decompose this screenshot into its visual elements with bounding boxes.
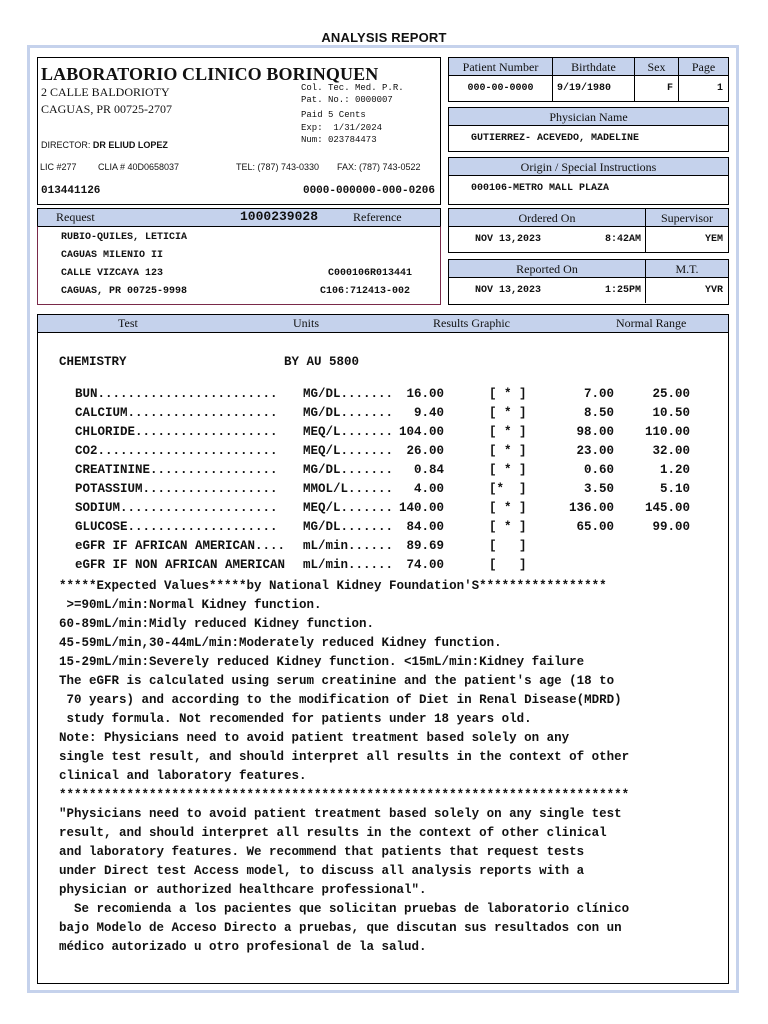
lab-col-tec: Col. Tec. Med. P.R. <box>301 83 404 93</box>
test-row <box>38 520 730 539</box>
note-line: "Physicians need to avoid patient treatment based solely on any single test <box>59 807 622 821</box>
sex: F <box>666 83 673 94</box>
range-high: 10.50 <box>652 406 690 420</box>
range-low: 3.50 <box>583 482 614 496</box>
patient-info-grid <box>448 57 729 102</box>
test-graphic: [ * ] <box>489 520 527 534</box>
results-header <box>37 314 729 333</box>
lab-paid: Paid 5 Cents <box>301 110 366 120</box>
note-line: Note: Physicians need to avoid patient treatment based solely on any <box>59 731 570 745</box>
lab-address-line1: 2 CALLE BALDORIOTY <box>41 85 170 99</box>
test-value: 9.40 <box>413 406 444 420</box>
note-line: study formula. Not recomended for patients under 18 years old. <box>59 712 532 726</box>
note-line: bajo Modelo de Acceso Directo a pruebas, que discutan sus resultados con un <box>59 921 622 935</box>
range-high: 32.00 <box>652 444 690 458</box>
lab-exp: Exp: 1/31/2024 <box>301 123 383 133</box>
test-row <box>38 539 730 558</box>
test-graphic: [ * ] <box>489 463 527 477</box>
request-address-line2: CAGUAS MILENIO II <box>61 250 164 261</box>
range-low: 136.00 <box>568 501 614 515</box>
lab-clia: CLIA # 40D0658037 <box>98 162 180 172</box>
test-row <box>38 501 730 520</box>
range-low: 7.00 <box>583 387 614 401</box>
lab-code-left: 013441126 <box>41 185 101 197</box>
supervisor: YEM <box>704 234 723 245</box>
test-value: 104.00 <box>398 425 444 439</box>
test-name: CREATININE................. <box>75 463 278 477</box>
physician-box <box>448 107 729 152</box>
test-name: GLUCOSE.................... <box>75 520 278 534</box>
lab-info-box <box>37 57 441 205</box>
test-row <box>38 444 730 463</box>
origin-label: Origin / Special Instructions <box>449 158 728 176</box>
request-number: 1000239028 <box>240 209 319 224</box>
note-line: clinical and laboratory features. <box>59 769 307 783</box>
ordered-label: Ordered On <box>449 209 645 227</box>
test-value: 84.00 <box>406 520 444 534</box>
reported-date: NOV 13,2023 <box>475 285 542 296</box>
request-address-line4: CAGUAS, PR 00725-9998 <box>61 286 188 297</box>
test-value: 74.00 <box>406 558 444 572</box>
range-low: 8.50 <box>583 406 614 420</box>
note-line: result, and should interpret all results in the context of other clinical <box>59 826 607 840</box>
section-method: BY AU 5800 <box>284 355 360 369</box>
col-range: Normal Range <box>616 316 687 330</box>
test-row <box>38 425 730 444</box>
request-details <box>37 226 441 305</box>
test-value: 16.00 <box>406 387 444 401</box>
lab-address-line2: CAGUAS, PR 00725-2707 <box>41 102 173 116</box>
lab-tel: TEL: (787) 743-0330 <box>236 162 320 172</box>
test-name: BUN........................ <box>75 387 278 401</box>
section-title: CHEMISTRY <box>59 355 127 369</box>
request-address-line3: CALLE VIZCAYA 123 <box>61 268 164 279</box>
test-unit: MG/DL....... <box>303 463 394 477</box>
range-high: 145.00 <box>644 501 690 515</box>
test-name: eGFR IF AFRICAN AMERICAN.... <box>75 539 286 553</box>
lab-pat-no: Pat. No.: 0000007 <box>301 95 393 105</box>
test-unit: MG/DL....... <box>303 520 394 534</box>
ordered-date: NOV 13,2023 <box>475 234 542 245</box>
test-value: 4.00 <box>413 482 444 496</box>
note-line: physician or authorized healthcare professional". <box>59 883 427 897</box>
page-label: Page <box>679 58 728 76</box>
range-low: 65.00 <box>576 520 614 534</box>
col-units: Units <box>293 316 320 330</box>
note-line: 45-59mL/min,30-44mL/min:Moderately reduced Kidney function. <box>59 636 502 650</box>
test-unit: MEQ/L....... <box>303 444 394 458</box>
note-line: 15-29mL/min:Severely reduced Kidney function. <15mL/min:Kidney failure <box>59 655 585 669</box>
lab-director <box>41 140 168 150</box>
range-high: 99.00 <box>652 520 690 534</box>
reported-time: 1:25PM <box>604 285 641 296</box>
test-graphic: [ * ] <box>489 406 527 420</box>
test-value: 26.00 <box>406 444 444 458</box>
request-label: Request <box>56 210 95 224</box>
test-name: SODIUM..................... <box>75 501 278 515</box>
ordered-values <box>449 227 645 252</box>
reported-label: Reported On <box>449 260 645 278</box>
range-low: 0.60 <box>583 463 614 477</box>
col-graphic: Results Graphic <box>433 316 510 330</box>
test-row <box>38 406 730 425</box>
test-graphic: [ * ] <box>489 444 527 458</box>
mt-label: M.T. <box>646 260 728 278</box>
note-line: *****Expected Values*****by National Kidney Foundation'S***************** <box>59 579 607 593</box>
range-low: 98.00 <box>576 425 614 439</box>
test-unit: mL/min...... <box>303 539 394 553</box>
note-line: 70 years) and according to the modification of Diet in Renal Disease(MDRD) <box>59 693 622 707</box>
origin-value: 000106-METRO MALL PLAZA <box>471 183 610 194</box>
origin-box <box>448 157 729 205</box>
test-unit: MG/DL....... <box>303 387 394 401</box>
note-line: Se recomienda a los pacientes que solicitan pruebas de laboratorio clínico <box>59 902 630 916</box>
range-low: 23.00 <box>576 444 614 458</box>
note-line: >=90mL/min:Normal Kidney function. <box>59 598 322 612</box>
lab-num: Num: 023784473 <box>301 135 377 145</box>
director-label: DIRECTOR: <box>41 140 91 150</box>
test-graphic: [ * ] <box>489 425 527 439</box>
note-line: and laboratory features. We recommend that patients that request tests <box>59 845 585 859</box>
physician-label: Physician Name <box>449 108 728 126</box>
reported-values <box>449 278 645 303</box>
test-graphic: [ * ] <box>489 501 527 515</box>
note-line: single test result, and should interpret all results in the context of other <box>59 750 630 764</box>
director-name: DR ELIUD LOPEZ <box>92 140 168 150</box>
note-line: médico autorizado u otro profesional de la salud. <box>59 940 427 954</box>
ordered-time: 8:42AM <box>604 234 641 245</box>
test-name: POTASSIUM.................. <box>75 482 278 496</box>
reported-box <box>448 259 729 305</box>
test-graphic: [ ] <box>489 539 527 553</box>
test-name: CALCIUM.................... <box>75 406 278 420</box>
note-line: under Direct test Access model, to discuss all analysis reports with a <box>59 864 585 878</box>
test-graphic: [ ] <box>489 558 527 572</box>
mt-value: YVR <box>704 285 723 296</box>
physician-name: GUTIERREZ- ACEVEDO, MADELINE <box>471 133 640 144</box>
reference-code-2: C106:712413-002 <box>320 286 411 297</box>
reference-label: Reference <box>353 210 402 224</box>
lab-lic: LIC #277 <box>40 162 77 172</box>
test-name: eGFR IF NON AFRICAN AMERICAN <box>75 558 286 572</box>
ordered-box <box>448 208 729 253</box>
birthdate: 9/19/1980 <box>557 83 612 94</box>
note-line: **************************************************************************** <box>59 788 630 802</box>
test-name: CO2........................ <box>75 444 278 458</box>
page-number: 1 <box>716 83 723 94</box>
test-unit: mL/min...... <box>303 558 394 572</box>
col-test: Test <box>118 316 138 330</box>
lab-fax: FAX: (787) 743-0522 <box>337 162 421 172</box>
test-name: CHLORIDE................... <box>75 425 278 439</box>
patient-number: 000-00-0000 <box>467 83 534 94</box>
test-unit: MMOL/L...... <box>303 482 394 496</box>
supervisor-label: Supervisor <box>646 209 728 227</box>
test-value: 89.69 <box>406 539 444 553</box>
lab-code-right: 0000-000000-000-0206 <box>302 185 435 197</box>
test-unit: MEQ/L....... <box>303 501 394 515</box>
patient-number-label: Patient Number <box>449 58 552 76</box>
test-value: 0.84 <box>413 463 444 477</box>
range-high: 25.00 <box>652 387 690 401</box>
test-unit: MG/DL....... <box>303 406 394 420</box>
test-graphic: [* ] <box>489 482 527 496</box>
note-line: 60-89mL/min:Midly reduced Kidney function. <box>59 617 375 631</box>
test-row <box>38 482 730 501</box>
request-patient-name: RUBIO-QUILES, LETICIA <box>61 232 188 243</box>
test-unit: MEQ/L....... <box>303 425 394 439</box>
report-title: ANALYSIS REPORT <box>321 30 447 45</box>
range-high: 110.00 <box>644 425 690 439</box>
range-high: 1.20 <box>659 463 690 477</box>
test-row <box>38 463 730 482</box>
reference-code-1: C000106R013441 <box>328 268 413 279</box>
note-line: The eGFR is calculated using serum creatinine and the patient's age (18 to <box>59 674 615 688</box>
birthdate-label: Birthdate <box>553 58 634 76</box>
test-value: 140.00 <box>398 501 444 515</box>
test-row <box>38 558 730 577</box>
sex-label: Sex <box>635 58 678 76</box>
test-graphic: [ * ] <box>489 387 527 401</box>
results-body <box>37 333 729 984</box>
lab-name: LABORATORIO CLINICO BORINQUEN <box>41 64 379 84</box>
request-header <box>37 208 441 226</box>
test-row <box>38 387 730 406</box>
range-high: 5.10 <box>659 482 690 496</box>
